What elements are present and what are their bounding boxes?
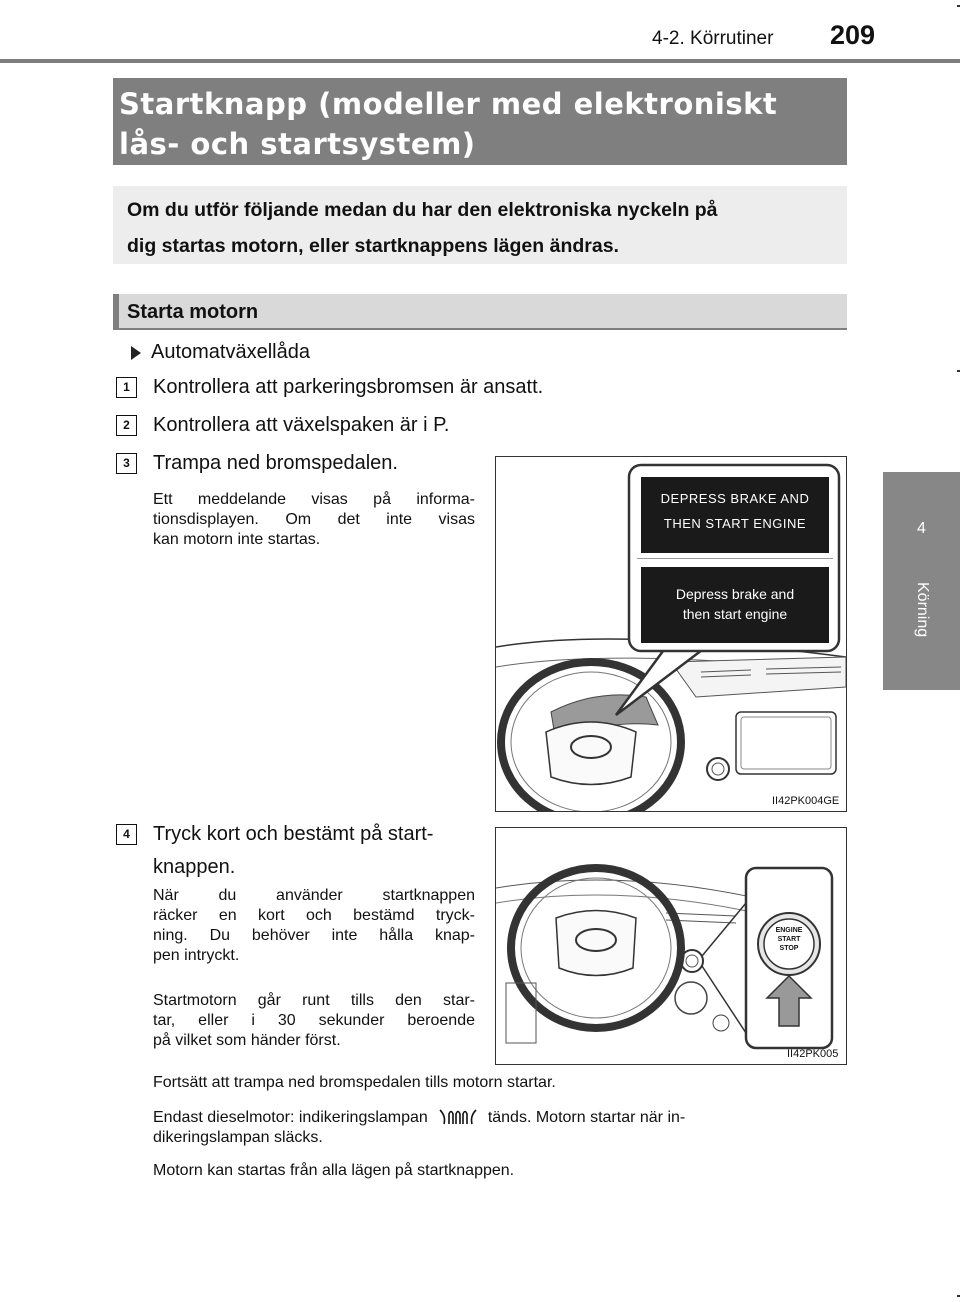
footer-line: dikeringslampan släcks.: [153, 1129, 323, 1146]
step-number: 1: [116, 377, 137, 398]
step-number: 4: [116, 824, 137, 845]
button-text: STOP: [779, 945, 799, 952]
note-line: pen intryckt.: [153, 947, 240, 964]
bullet-item: [131, 341, 310, 364]
figure-code: II42PK004GE: [772, 795, 840, 807]
page-number: 209: [830, 20, 876, 50]
footer-line: Fortsätt att trampa ned bromspedalen tills motorn startar.: [153, 1074, 556, 1091]
side-tab-label: Körning: [914, 582, 931, 638]
step-text: Trampa ned bromspedalen.: [153, 452, 398, 474]
footer-text: Endast dieselmotor: indikeringslampan: [153, 1108, 428, 1126]
display-message-lower: then start engine: [682, 606, 788, 622]
footer-line: Motorn kan startas från alla lägen på startknappen.: [153, 1162, 515, 1179]
step-text: Kontrollera att parkeringsbromsen är ansatt.: [153, 376, 544, 398]
note-line: räcker en kort och bestämd tryck-: [153, 907, 475, 924]
dashboard-illustration: [496, 457, 847, 812]
figure-instrument-display: [495, 456, 847, 812]
note-line: på vilket som händer först.: [153, 1032, 341, 1049]
step4-note: [153, 886, 475, 966]
chapter-heading: 4-2. Körrutiner: [652, 28, 774, 49]
chapter-side-tab: [883, 472, 960, 690]
display-message-lower: Depress brake and: [675, 586, 795, 602]
note-line: kan motorn inte startas.: [153, 531, 321, 548]
triangle-bullet-icon: [131, 346, 141, 360]
button-text: ENGINE: [775, 927, 803, 934]
step-number: 2: [116, 415, 137, 436]
side-tab-number: 4: [917, 520, 926, 537]
intro-box: [113, 186, 847, 264]
button-text: START: [777, 936, 801, 943]
footer-line-indicator: [153, 1106, 833, 1128]
step-text: Tryck kort och bestämt på start-: [153, 823, 434, 845]
display-message-upper: DEPRESS BRAKE AND: [660, 491, 810, 506]
note-line: tionsdisplayen. Om det inte visas: [153, 511, 475, 528]
note-line: Startmotorn går runt tills den star-: [153, 992, 475, 1009]
note-line: Ett meddelande visas på informa-: [153, 491, 475, 508]
bullet-text: Automatväxellåda: [151, 341, 310, 363]
intro-line: dig startas motorn, eller startknappens lägen ändras.: [127, 235, 619, 257]
step-text: Kontrollera att växelspaken är i P.: [153, 414, 450, 436]
glow-plug-indicator-icon: [436, 1106, 480, 1128]
note-line: När du använder startknappen: [153, 887, 475, 904]
header-divider: [0, 59, 960, 63]
footer-text: tänds. Motorn startar när in-: [487, 1108, 686, 1126]
page-title: [113, 78, 847, 165]
step4-note-b: [153, 991, 475, 1051]
page-title-line: lås- och startsystem): [119, 127, 476, 161]
engine-start-stop-button: [764, 926, 814, 953]
step3-note: [153, 490, 475, 550]
section-heading: Starta motorn: [113, 294, 847, 330]
intro-line: Om du utför följande medan du har den elektroniska nyckeln på: [127, 199, 718, 221]
page-title-line: Startknapp (modeller med elektroniskt: [119, 87, 778, 121]
figure-start-button: [495, 827, 847, 1065]
note-line: ning. Du behöver inte hålla knap-: [153, 927, 475, 944]
figure-code: II42PK005: [787, 1048, 839, 1060]
step-number: 3: [116, 453, 137, 474]
step-text: knappen.: [153, 856, 236, 878]
note-line: tar, eller i 30 sekunder beroende: [153, 1012, 475, 1029]
display-message-upper: THEN START ENGINE: [663, 516, 807, 531]
